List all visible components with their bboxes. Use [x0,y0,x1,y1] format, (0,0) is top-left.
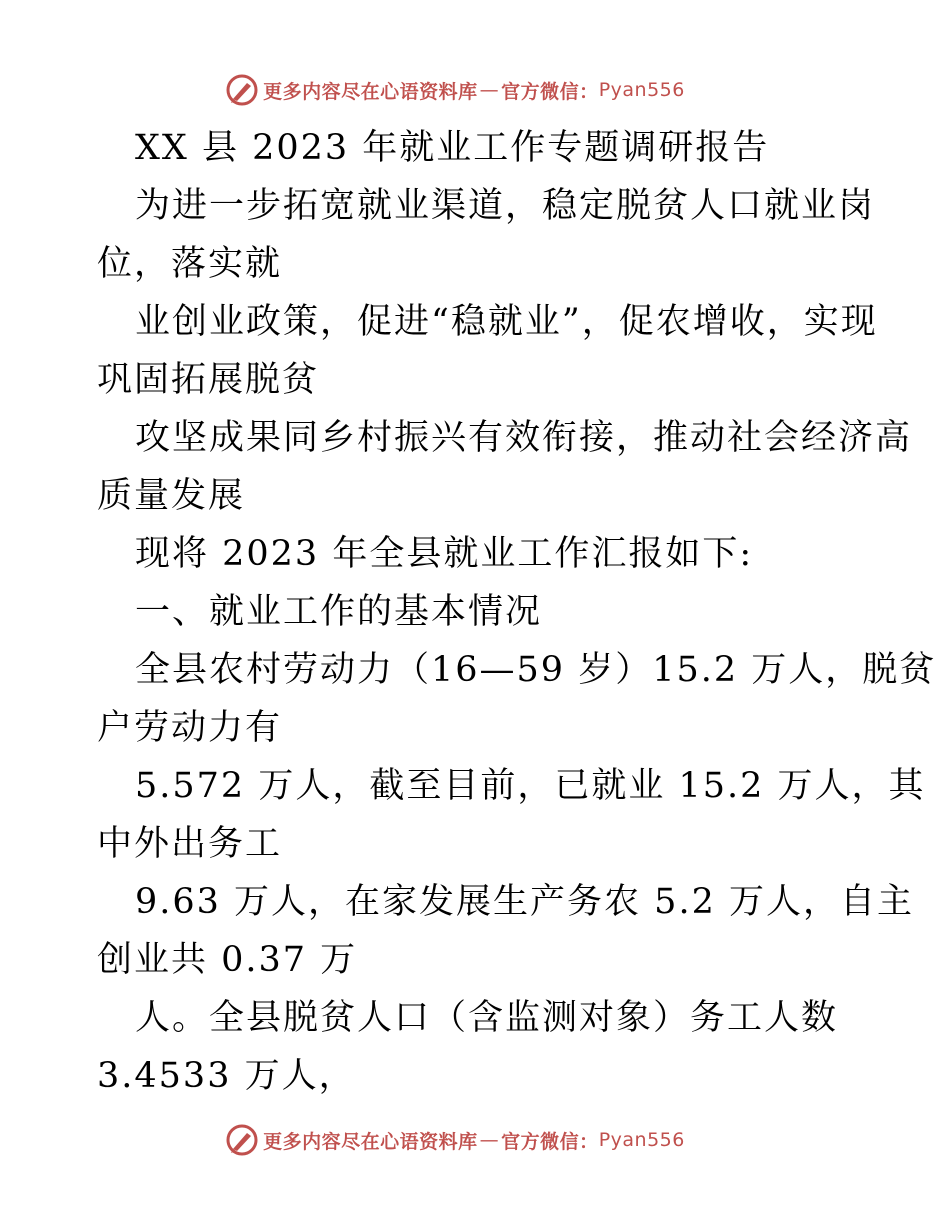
watermark-dash: — [479,1129,500,1151]
text-line: 攻坚成果同乡村振兴有效衔接，推动社会经济高 [135,418,913,458]
header-watermark [0,70,950,110]
document-title: XX 县 2023 年就业工作专题调研报告 [135,128,770,168]
footer-watermark [0,1120,950,1160]
watermark-dash: — [479,79,500,101]
section-heading: 一、就业工作的基本情况 [135,592,543,632]
text-line: 全县农村劳动力（16—59 岁）15.2 万人，脱贫 [135,650,937,690]
text-line: 9.63 万人，在家发展生产务农 5.2 万人，自主 [135,882,914,922]
watermark-text: 更多内容尽在心语资料库 [263,80,478,103]
pen-circle-icon [225,73,259,107]
text-line: 巩固拓展脱贫 [97,360,320,400]
watermark-label: 官方微信： [501,80,599,103]
text-line: 为进一步拓宽就业渠道，稳定脱贫人口就业岗 [135,186,876,226]
watermark-wechat-id: Pyan556 [598,1129,685,1151]
watermark-text: 更多内容尽在心语资料库 [263,1130,478,1153]
text-line: 3.4533 万人， [97,1056,356,1096]
text-line: 位，落实就 [97,244,283,284]
text-line: 业创业政策，促进“稳就业”，促农增收，实现 [135,302,878,342]
text-line: 5.572 万人，截至目前，已就业 15.2 万人，其 [135,766,926,806]
text-line: 人。全县脱贫人口（含监测对象）务工人数 [135,998,839,1038]
document-body [97,119,937,1105]
watermark-label: 官方微信： [501,1130,599,1153]
text-line: 中外出务工 [97,824,283,864]
text-line: 户劳动力有 [97,708,283,748]
watermark-wechat-id: Pyan556 [598,79,685,101]
text-line: 现将 2023 年全县就业工作汇报如下: [135,534,754,574]
pen-circle-icon [225,1123,259,1157]
text-line: 创业共 0.37 万 [97,940,358,980]
text-line: 质量发展 [97,476,246,516]
